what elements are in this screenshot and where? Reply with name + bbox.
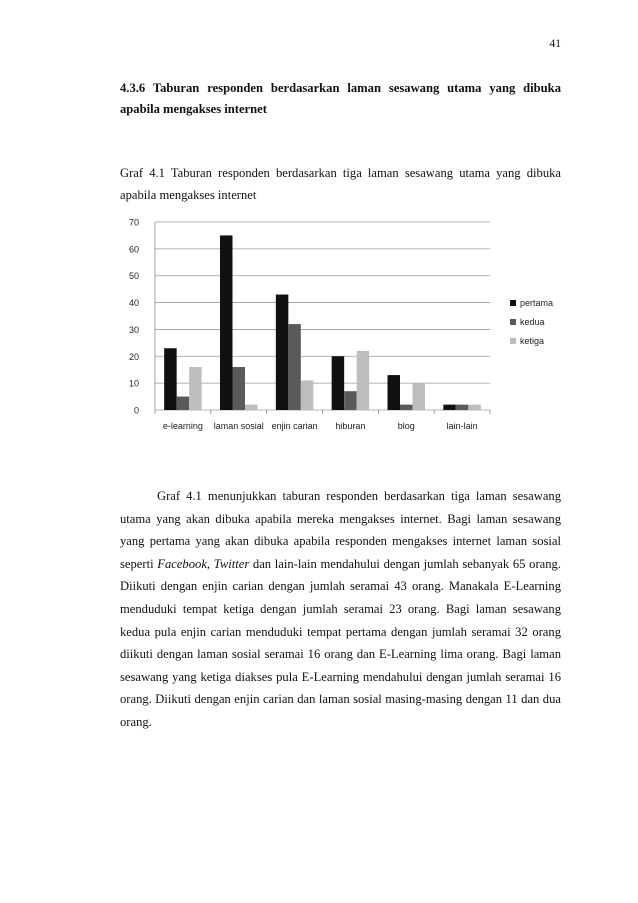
bar-pertama xyxy=(443,405,456,410)
y-tick-label: 70 xyxy=(128,217,139,228)
bar-chart xyxy=(110,210,570,440)
x-tick-label: hiburan xyxy=(335,421,366,431)
y-tick-label: 30 xyxy=(128,324,139,335)
bar-pertama xyxy=(164,348,177,410)
y-tick-label: 0 xyxy=(133,405,139,416)
bar-kedua xyxy=(288,324,301,410)
y-tick-label: 20 xyxy=(128,351,139,362)
bar-pertama xyxy=(332,356,345,410)
bar-ketiga xyxy=(301,380,314,410)
bar-ketiga xyxy=(357,351,370,410)
bar-ketiga xyxy=(189,367,202,410)
bar-kedua xyxy=(344,391,357,410)
bar-kedua xyxy=(233,367,246,410)
page-number: 41 xyxy=(549,38,561,50)
chart-axes xyxy=(155,222,490,414)
x-tick-label: enjin carian xyxy=(271,421,318,431)
legend-swatch-ketiga xyxy=(510,338,516,344)
legend-swatch-pertama xyxy=(510,300,516,306)
y-tick-label: 10 xyxy=(128,378,139,389)
section-heading: 4.3.6 Taburan responden berdasarkan laman sesawang utama yang dibuka apabila mengakses internet xyxy=(120,81,561,116)
y-tick-label: 40 xyxy=(128,298,139,309)
x-tick-label: blog xyxy=(397,421,415,431)
x-tick-label: lain-lain xyxy=(446,421,478,431)
body-paragraph-part-2: dan lain-lain mendahului dengan jumlah sebanyak 65 orang. Diikuti dengan enjin carian dengan jumlah seramai 43 orang. Manakala E-Learning menduduki tempat ketiga dengan jumlah seramai 23 orang. Bagi laman sesawang kedua pula enjin carian menduduki tempat pertama dengan jumlah seramai 32 orang diikuti dengan laman sosial seramai 16 orang dan E-Learning lima orang. Bagi laman sesawang yang ketiga diakses pula E-Learning mendahului dengan jumlah seramai 16 orang. Diikuti dengan enjin carian dan laman sosial masing-masing dengan 11 dan dua orang. xyxy=(120,556,561,729)
bar-kedua xyxy=(177,397,190,410)
legend-label-pertama: pertama xyxy=(520,298,554,308)
bar-pertama xyxy=(388,375,401,410)
chart-bars xyxy=(164,235,481,410)
bar-pertama xyxy=(220,235,233,410)
body-paragraph-part-1: Graf 4.1 menunjukkan taburan responden berdasarkan tiga laman sesawang utama yang akan dibuka apabila mereka mengakses internet. Bagi laman sesawang yang pertama yang akan dibuka apabila responden mengakses internet laman sosial seperti xyxy=(120,489,561,571)
body-paragraph-emphasis: Facebook, Twitter xyxy=(157,556,250,571)
chart-legend xyxy=(510,298,553,346)
bar-pertama xyxy=(276,295,289,410)
bar-ketiga xyxy=(468,405,481,410)
y-tick-label: 60 xyxy=(128,244,139,255)
chart-gridlines xyxy=(155,222,490,410)
body-paragraph xyxy=(120,485,561,734)
bar-kedua xyxy=(400,405,413,410)
bar-ketiga xyxy=(245,405,258,410)
x-tick-label: e-learning xyxy=(162,421,203,431)
legend-label-ketiga: ketiga xyxy=(520,336,545,346)
bar-ketiga xyxy=(413,383,426,410)
figure-caption: Graf 4.1 Taburan responden berdasarkan tiga laman sesawang utama yang dibuka apabila mengakses internet xyxy=(120,166,561,202)
legend-label-kedua: kedua xyxy=(520,317,545,327)
y-tick-label: 50 xyxy=(128,271,139,282)
x-tick-label: laman sosial xyxy=(213,421,264,431)
bar-kedua xyxy=(456,405,469,410)
legend-swatch-kedua xyxy=(510,319,516,325)
